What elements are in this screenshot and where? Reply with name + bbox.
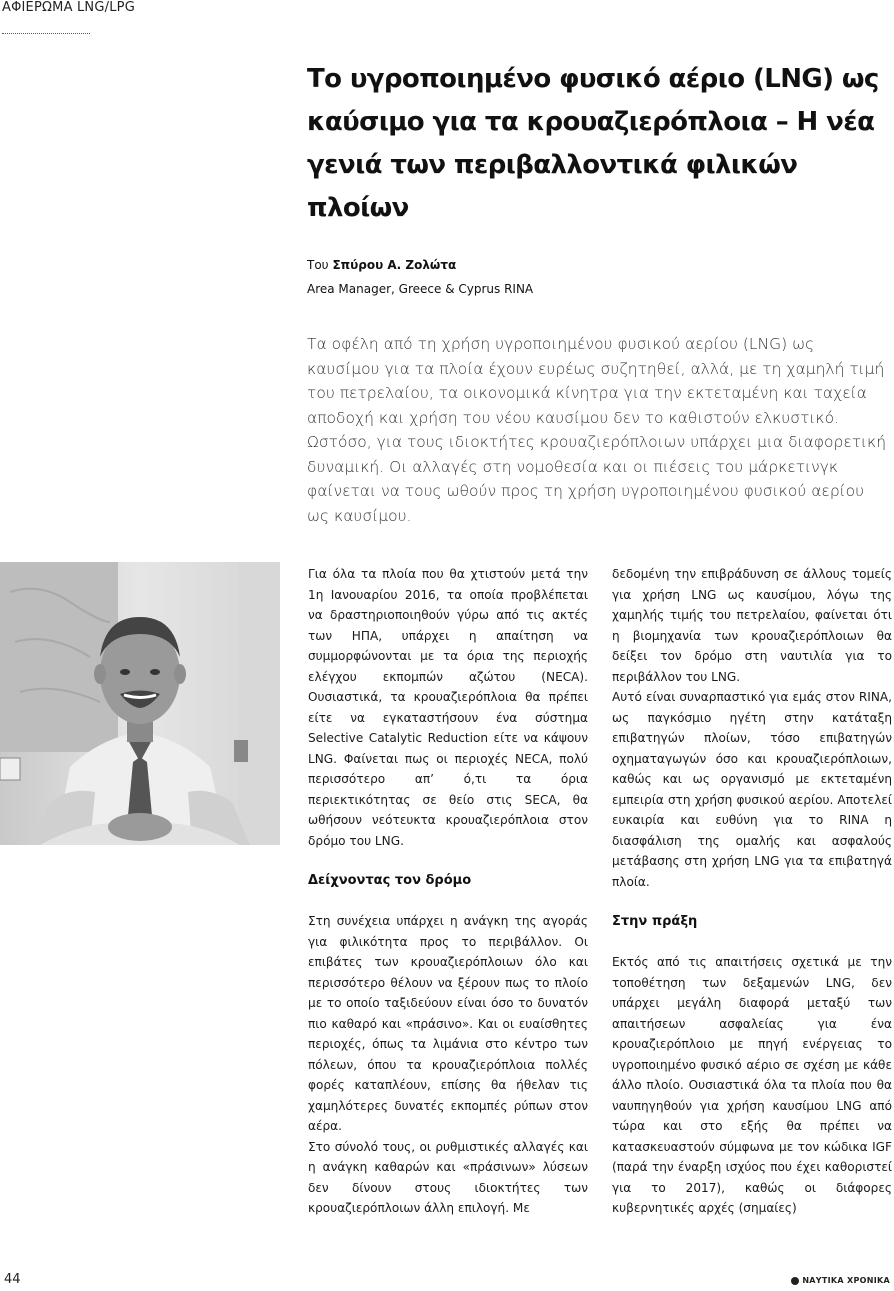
article-title: Το υγροποιημένο φυσικό αέριο (LNG) ως καύσιμο για τα κρουαζιερόπλοια – Η νέα γενιά των περιβαλλοντικά φιλικών πλοίων [307,64,879,223]
author-role: Area Manager, Greece & Cyprus RINA [307,282,534,296]
publication-name: ΝΑΥΤΙΚΑ ΧΡΟΝΙΚΑ [802,1276,890,1285]
portrait-illustration [0,562,280,845]
subheading-in-practice: Στην πράξη [612,914,698,929]
article-column-2 [612,564,892,1219]
lead-paragraph: Τα οφέλη από τη χρήση υγροποιημένου φυσικού αερίου (LNG) ως καυσίμου για τα πλοία έχουν ευρέως συζητηθεί, αλλά, με τη χαμηλή τιμή του πετρελαίου, τα οικονομικά κίνητρα για την εκτεταμένη και ταχεία αποδοχή και χρήση του νέου καυσίμου δεν το καθιστούν ελκυστικό. Ωστόσο, για τους ιδιοκτήτες κρουαζιερόπλοιων υπάρχει μια διαφορετική δυναμική. Οι αλλαγές στη νομοθεσία και οι πιέσεις του μάρκετινγκ φαίνεται να τους ωθούν προς τη χρήση υγροποιημένου φυσικού αερίου ως καυσίμου. [307,335,887,525]
author-portrait [0,562,280,845]
body-paragraph: δεδομένη την επιβράδυνση σε άλλους τομείς για χρήση LNG ως καυσίμου, λόγω της χαμηλής τιμής του πετρελαίου, φαίνεται ότι η βιομηχανία των κρουαζιερόπλοιων θα δείξει τον δρόμο στη ναυτιλία για το περιβάλλον του LNG. [612,567,892,684]
publication-logo-icon [791,1277,799,1285]
body-paragraph: Εκτός από τις απαιτήσεις σχετικά με την τοποθέτηση των δεξαμενών LNG, δεν υπάρχει μεγάλη διαφορά μεταξύ των απαιτήσεων ασφαλείας για ένα κρουαζιερόπλοιο με πηγή ενέργειας το υγροποιημένο φυσικό αέριο σε σχέση με κάθε άλλο πλοίο. Ουσιαστικά όλα τα πλοία που θα ναυπηγηθούν για χρήση καυσίμου LNG από τώρα και στο εξής θα πρέπει να κατασκευαστούν σύμφωνα με τον κώδικα IGF (παρά την έναρξη ισχύος που έχει καθοριστεί για το 2017), καθώς οι διάφορες κυβερνητικές αρχές (σημαίες) [612,955,892,1215]
section-label: ΑΦΙΕΡΩΜΑ LNG/LPG [2,0,135,15]
body-paragraph: Στη συνέχεια υπάρχει η ανάγκη της αγοράς για φιλικότητα προς το περιβάλλον. Οι επιβάτες των κρουαζιερόπλοιων όλο και περισσότερο θέλουν να ξέρουν πως το πλοίο με το οποίο ταξιδεύουν είναι όσο το δυνατόν πιο καθαρό και «πράσινο». Και οι ευαίσθητες περιοχές, όπως τα λιμάνια στο κέντρο των πόλεων, όπου τα κρουαζιερόπλοια πολλές φορές καταπλέουν, επίσης θα ήθελαν τις χαμηλότερες δυνατές εκπομπές ρύπων στον αέρα. [308,914,588,1133]
author-line [307,253,867,277]
body-paragraph: Στο σύνολό τους, οι ρυθμιστικές αλλαγές και η ανάγκη καθαρών και «πράσινων» λύσεων δεν δίνουν στους ιδιοκτήτες των κρουαζιερόπλοιων άλλη επιλογή. Με [308,1139,588,1215]
byline [307,253,867,301]
page-number: 44 [4,1272,21,1287]
author-prefix: Του [307,258,333,272]
subheading-showing-the-way: Δείχνοντας τον δρόμο [308,873,472,888]
section-divider [2,33,90,34]
publication-mark [791,1276,890,1285]
body-paragraph: Για όλα τα πλοία που θα χτιστούν μετά την 1η Ιανουαρίου 2016, τα οποία προβλέπεται να δραστηριοποιηθούν γύρω από τις ακτές των ΗΠΑ, υπάρχει η απαίτηση να συμμορφώνονται με τα όρια της περιοχής ελέγχου εκπομπών αζώτου (NECA). Ουσιαστικά, τα κρουαζιερόπλοια θα πρέπει είτε να εγκαταστήσουν ένα σύστημα Selective Catalytic Reduction είτε να κάψουν LNG. Φαίνεται πως οι περιοχές NECA, πολύ περισσότερο απ’ ό,τι τα όρια περιεκτικότητας σε θείο στις SECA, θα ωθήσουν νεότευκτα κρουαζιερόπλοια στον δρόμο του LNG. [308,567,588,848]
author-name: Σπύρου Α. Ζολώτα [332,258,457,272]
body-paragraph: Αυτό είναι συναρπαστικό για εμάς στον RINA, ως παγκόσμιο ηγέτη στην κατάταξη επιβατηγών πλοίων, τόσο επιβατηγών οχηματαγωγών όσο και κρουαζιερόπλοιων, καθώς και ως οργανισμό με εκτεταμένη εμπειρία στη χρήση φυσικού αερίου. Αποτελεί ευκαιρία και ευθύνη για το RINA η διασφάλιση της ομαλής και ασφαλούς μετάβασης στη χρήση LNG για τα επιβατηγά πλοία. [612,690,892,889]
article-column-1 [308,564,588,1219]
